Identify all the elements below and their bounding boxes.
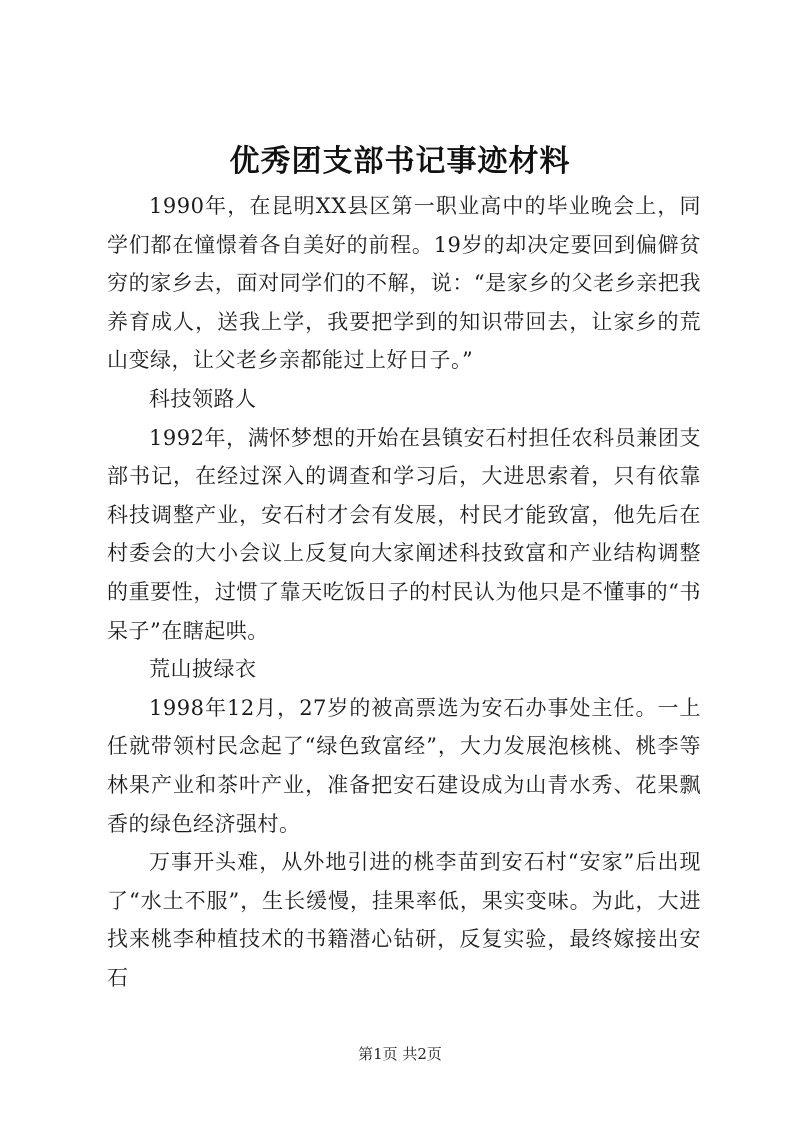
section-heading-tech: 科技领路人 <box>149 386 257 411</box>
section-heading-green: 荒山披绿衣 <box>149 657 257 682</box>
paragraph-difficulty: 万事开头难，从外地引进的桃李苗到安石村“安家”后出现了“水土不服”，生长缓慢，挂果率低，果实变味。为此，大进找来桃李种植技术的书籍潜心钻研，反复实验，最终嫁接出安石 <box>107 850 701 990</box>
document-title: 优秀团支部书记事迹材料 <box>229 144 571 179</box>
document-body <box>107 187 701 997</box>
page-number-footer: 第1页 共2页 <box>358 1045 442 1063</box>
paragraph-green: 1998年12月，27岁的被高票选为安石办事处主任。一上任就带领村民念起了“绿色致富经”，大力发展泡核桃、桃李等林果产业和茶叶产业，准备把安石建设成为山青水秀、花果飘香的绿色经济强村。 <box>107 695 701 836</box>
paragraph-tech: 1992年，满怀梦想的开始在县镇安石村担任农科员兼团支部书记，在经过深入的调查和学习后，大进思索着，只有依靠科技调整产业，安石村才会有发展，村民才能致富，他先后在村委会的大小会议上反复向大家阐述科技致富和产业结构调整的重要性，过惯了靠天吃饭日子的村民认为他只是不懂事的“书呆子”在瞎起哄。 <box>107 425 701 643</box>
paragraph-intro: 1990年，在昆明XX县区第一职业高中的毕业晚会上，同学们都在憧憬着各自美好的前程。19岁的却决定要回到偏僻贫穷的家乡去，面对同学们的不解，说：“是家乡的父老乡亲把我养育成人，送我上学，我要把学到的知识带回去，让家乡的荒山变绿，让父老乡亲都能过上好日子。” <box>107 194 701 373</box>
